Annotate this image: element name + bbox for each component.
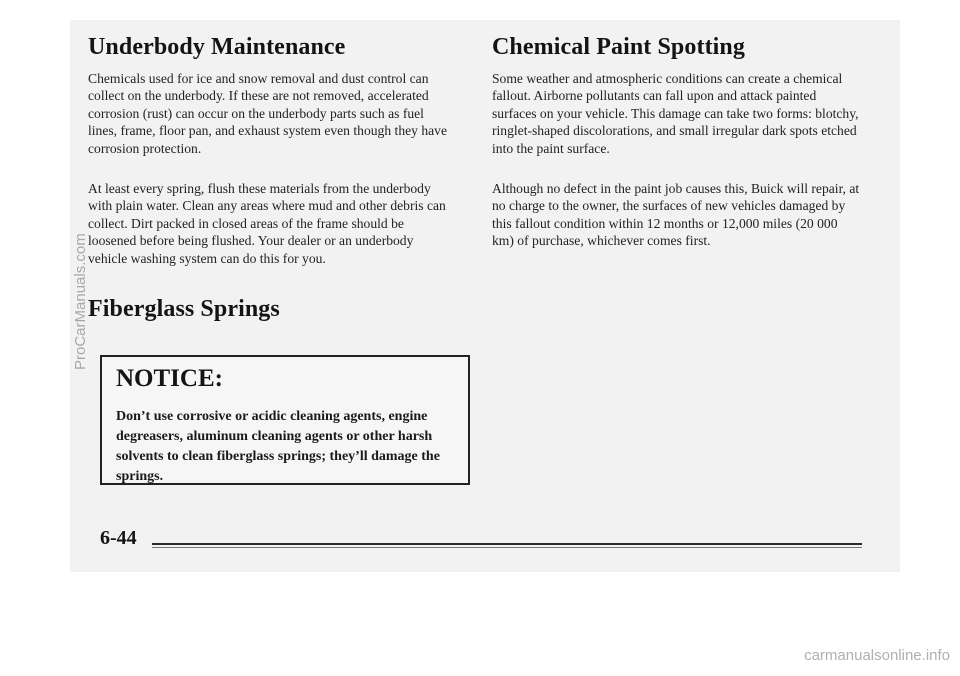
- chemical-paragraph-1: Some weather and atmospheric conditions can create a chemical fallout. Airborne pollutants can fall upon and attack painted surfaces on your vehicle. This damage can take two forms: blotchy, ringlet-shaped discolorations, and small irregular dark spots etched into the paint surface.: [492, 71, 859, 156]
- chemical-paint-spotting-heading: Chemical Paint Spotting: [492, 34, 745, 60]
- notice-body: Don’t use corrosive or acidic cleaning agents, engine degreasers, aluminum cleaning agents or other harsh solvents to clean fiberglass springs; they’ll damage the springs.: [116, 409, 440, 484]
- notice-title: NOTICE:: [116, 365, 223, 392]
- underbody-maintenance-heading: Underbody Maintenance: [88, 34, 346, 60]
- side-watermark: ProCarManuals.com: [72, 233, 89, 370]
- manual-page: [70, 20, 900, 572]
- footer-watermark: carmanualsonline.info: [804, 647, 950, 664]
- underbody-paragraph-1: Chemicals used for ice and snow removal and dust control can collect on the underbody. If these are not removed, accelerated corrosion (rust) can occur on the underbody parts such as fuel lines, frame, floor pan, and exhaust system even though they have corrosion protection.: [88, 71, 447, 156]
- footer-rule: [152, 543, 862, 545]
- footer-rule-thin: [152, 547, 862, 548]
- underbody-paragraph-2: At least every spring, flush these materials from the underbody with plain water. Clean any areas where mud and other debris can collect. Dirt packed in closed areas of the frame should be loosened before being flushed. Your dealer or an underbody vehicle washing system can do this for you.: [88, 181, 446, 266]
- fiberglass-springs-heading: Fiberglass Springs: [88, 296, 280, 322]
- notice-box: [100, 355, 470, 485]
- page-number: 6-44: [100, 527, 137, 549]
- chemical-paragraph-2: Although no defect in the paint job causes this, Buick will repair, at no charge to the owner, the surfaces of new vehicles damaged by this fallout condition within 12 months or 12,000 miles (20 000 km) of purchase, whichever comes first.: [492, 181, 860, 249]
